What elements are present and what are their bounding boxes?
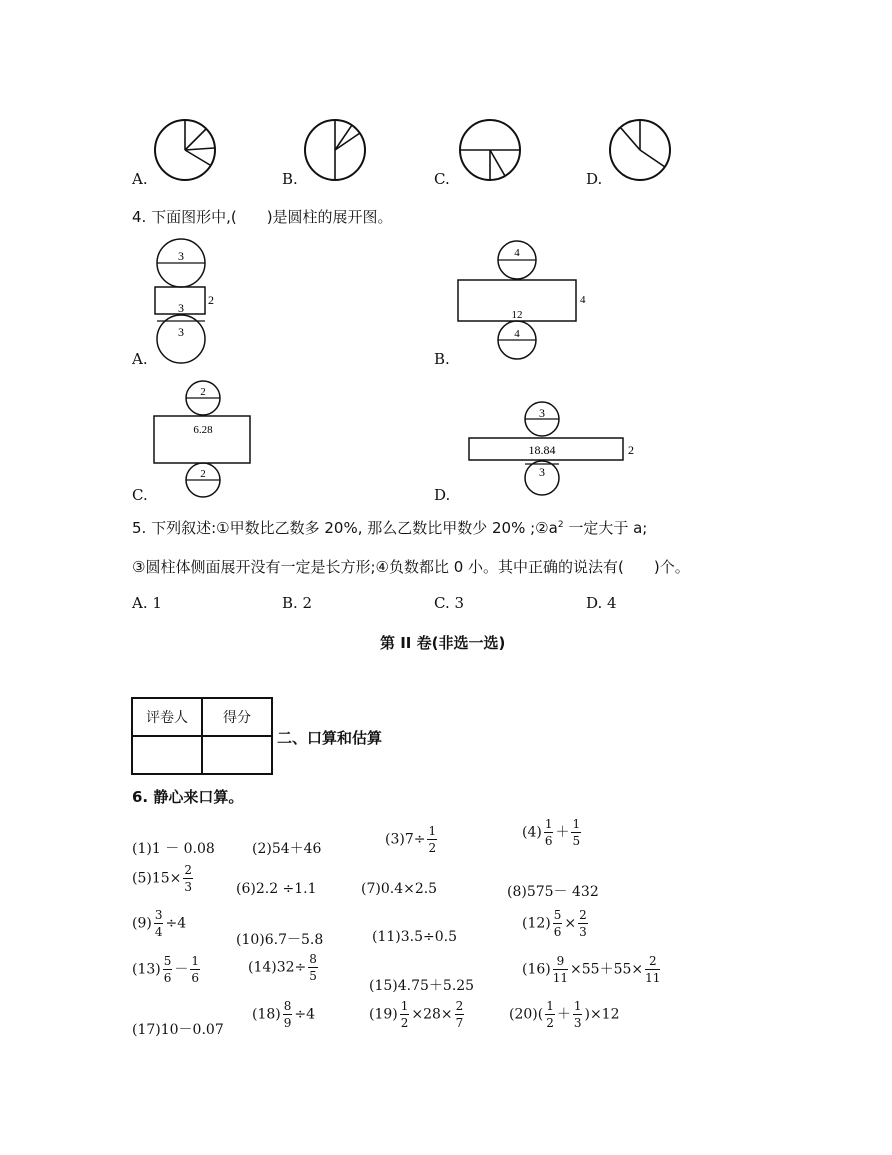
calc-13: (13) $\frac{5}{6}$ － $\frac{1}{6}$ <box>132 954 200 985</box>
q3-option-b: B. <box>282 170 298 188</box>
pie-option-a <box>150 115 220 185</box>
q5-statement-2-var: a <box>548 519 558 537</box>
q5-prefix: 5. 下列叙述: <box>132 519 217 537</box>
q5-circled-4: ④ <box>375 558 389 576</box>
net-b-bottom-label: 4 <box>514 328 520 340</box>
q3-option-c: C. <box>434 170 450 188</box>
net-c-bottom-label: 2 <box>200 468 206 480</box>
q4-stem: 4. 下面图形中,( )是圆柱的展开图。 <box>132 208 393 226</box>
q5-option-b: B. 2 <box>282 594 313 612</box>
net-b-rect-label: 12 <box>511 309 523 321</box>
pie-option-b <box>300 115 370 185</box>
q5-statement-2-exp: 2 <box>557 520 564 530</box>
net-b-top-label: 4 <box>514 247 520 259</box>
calc-18: (18) $\frac{8}{9}$ ÷4 <box>252 999 316 1030</box>
q5-option-a: A. 1 <box>132 594 162 612</box>
calc-7: (7)0.4×2.5 <box>361 881 438 897</box>
q3-option-d: D. <box>586 170 603 188</box>
q5-line1 <box>132 517 647 538</box>
calc-1: (1)1 － 0.08 <box>132 841 215 857</box>
net-d-top-label: 3 <box>539 406 545 420</box>
calc-15: (15)4.75＋5.25 <box>369 978 475 994</box>
q3-option-a: A. <box>132 170 148 188</box>
net-figure-b <box>455 238 590 370</box>
calc-17: (17)10－0.07 <box>132 1022 224 1038</box>
q6-title: 6. 静心来口算。 <box>132 788 244 806</box>
net-a-bottom-label: 3 <box>178 325 184 339</box>
q5-option-c: C. 3 <box>434 594 465 612</box>
calc-12: (12) $\frac{5}{6}$ × $\frac{2}{3}$ <box>522 908 587 939</box>
q5-circled-3: ③ <box>132 558 146 576</box>
score-table-header-grader: 评卷人 <box>132 698 202 736</box>
calc-4: (4) $\frac{1}{6}$ ＋ $\frac{1}{5}$ <box>522 817 581 848</box>
calc-6: (6)2.2 ÷1.1 <box>236 881 317 897</box>
net-a-top-label: 3 <box>178 249 184 263</box>
score-table-header-score: 得分 <box>202 698 272 736</box>
calc-9: (9) $\frac{3}{4}$ ÷4 <box>132 908 187 939</box>
calc-19: (19) $\frac{1}{2}$ ×28× $\frac{2}{7}$ <box>369 999 464 1030</box>
q5-line2 <box>132 556 690 577</box>
net-a-side-label: 2 <box>208 293 214 307</box>
net-a-rect-label: 3 <box>178 301 184 315</box>
calc-10: (10)6.7－5.8 <box>236 932 324 948</box>
net-b-side-label: 4 <box>580 294 586 306</box>
q5-statement-3: 圆柱体侧面展开没有一定是长方形; <box>145 558 376 576</box>
calc-16: (16) $\frac{9}{11}$ ×55＋55× $\frac{2}{11}$ <box>522 954 661 985</box>
q5-statement-1: 甲数比乙数多 20%, 那么乙数比甲数少 20% ; <box>229 519 536 537</box>
net-d-side-label: 2 <box>628 443 634 457</box>
calc-2: (2)54＋46 <box>252 841 322 857</box>
calc-11: (11)3.5÷0.5 <box>372 929 457 945</box>
q4-option-d: D. <box>434 486 451 504</box>
net-c-top-label: 2 <box>200 386 206 398</box>
score-table-grader-cell[interactable] <box>132 736 202 774</box>
q5-circled-2: ② <box>535 519 549 537</box>
net-c-rect-label: 6.28 <box>193 424 213 436</box>
net-figure-d <box>465 400 645 500</box>
calc-20: (20)( $\frac{1}{2}$ ＋ $\frac{1}{3}$ )×12 <box>509 999 620 1030</box>
calc-14: (14)32÷ $\frac{8}{5}$ <box>248 952 317 983</box>
calc-3: (3)7÷ $\frac{1}{2}$ <box>385 824 437 855</box>
q5-circled-1: ① <box>216 519 230 537</box>
q5-statement-2-rest: 一定大于 a; <box>563 519 648 537</box>
q5-option-d: D. 4 <box>586 594 617 612</box>
part-title: 二、口算和估算 <box>277 729 383 747</box>
score-table-score-cell[interactable] <box>202 736 272 774</box>
net-d-bottom-label: 3 <box>539 465 545 479</box>
calc-8: (8)575－ 432 <box>507 884 599 900</box>
calc-5: (5)15× $\frac{2}{3}$ <box>132 863 193 894</box>
pie-option-d <box>605 115 675 185</box>
section-title: 第 II 卷(非选一选) <box>380 634 506 652</box>
q4-option-c: C. <box>132 486 148 504</box>
score-table <box>131 697 273 775</box>
net-d-rect-label: 18.84 <box>528 443 556 457</box>
q4-option-b: B. <box>434 350 450 368</box>
net-figure-c <box>150 380 255 500</box>
pie-option-c <box>455 115 525 185</box>
q5-statement-4: 负数都比 0 小。其中正确的说法有( )个。 <box>388 558 690 576</box>
net-figure-a <box>150 236 225 368</box>
q4-option-a: A. <box>132 350 148 368</box>
